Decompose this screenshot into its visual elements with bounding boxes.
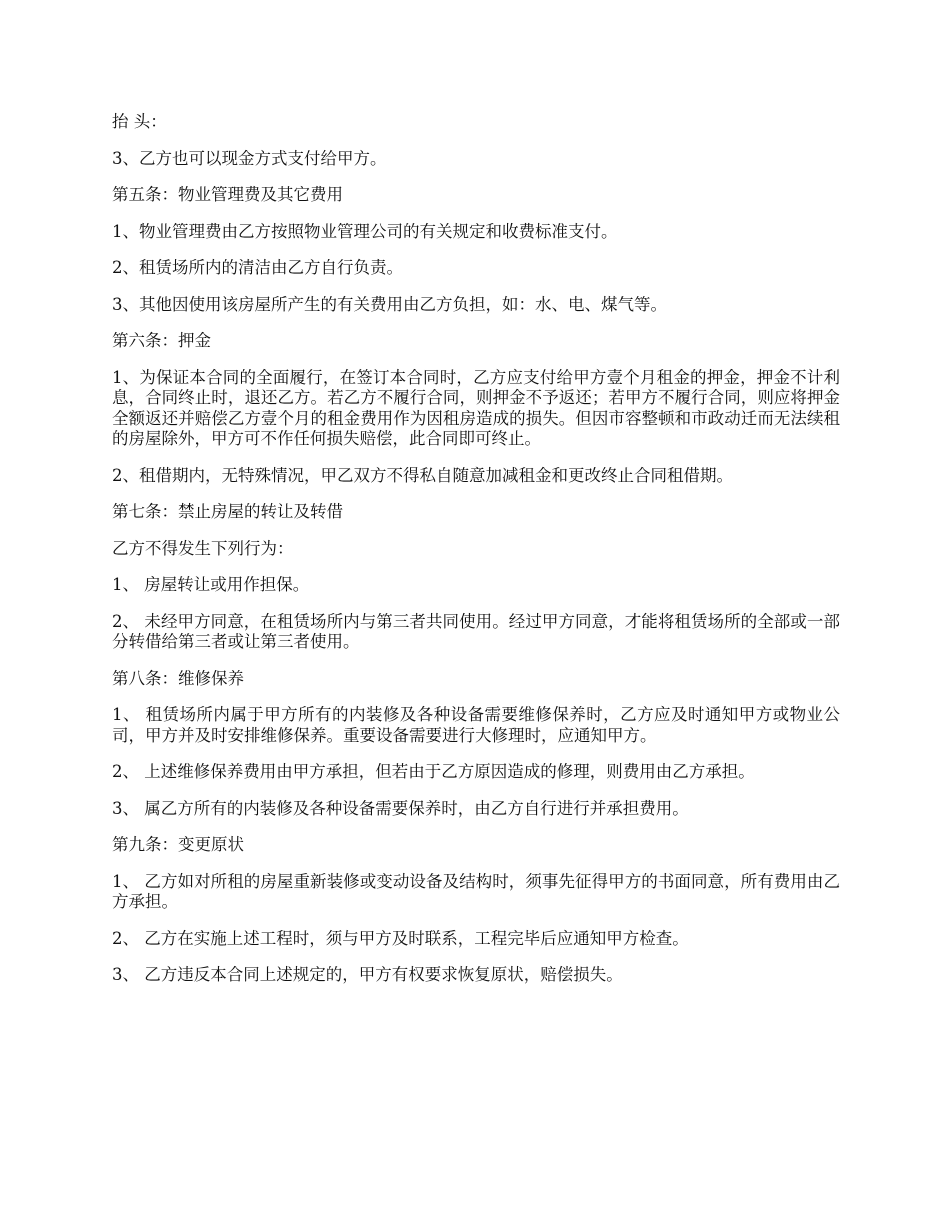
- paragraph: 1、 租赁场所内属于甲方所有的内装修及各种设备需要维修保养时，乙方应及时通知甲方或物业公司，甲方并及时安排维修保养。重要设备需要进行大修理时，应通知甲方。: [112, 705, 840, 745]
- paragraph: 1、 房屋转让或用作担保。: [112, 575, 310, 594]
- document-page: [112, 112, 840, 1002]
- paragraph: 2、租借期内，无特殊情况，甲乙双方不得私自随意加减租金和更改终止合同租借期。: [112, 465, 733, 485]
- section-heading: 第九条：变更原状: [112, 835, 244, 854]
- section-heading: 第六条：押金: [112, 331, 211, 350]
- section-heading: 第五条：物业管理费及其它费用: [112, 185, 343, 204]
- section-heading: 第八条：维修保养: [112, 668, 244, 688]
- section-heading: 第七条：禁止房屋的转让及转借: [112, 502, 343, 521]
- paragraph: 2、租赁场所内的清洁由乙方自行负责。: [112, 258, 403, 277]
- paragraph: 3、乙方也可以现金方式支付给甲方。: [112, 148, 387, 168]
- paragraph: 2、 上述维修保养费用由甲方承担，但若由于乙方原因造成的修理，则费用由乙方承担。: [112, 762, 755, 781]
- paragraph-header: 抬 头：: [112, 112, 167, 131]
- paragraph: 3、 属乙方所有的内装修及各种设备需要保养时，由乙方自行进行并承担费用。: [112, 798, 689, 818]
- paragraph: 乙方不得发生下列行为：: [112, 538, 294, 558]
- paragraph: 1、 乙方如对所租的房屋重新装修或变动设备及结构时，须事先征得甲方的书面同意，所有费用由乙方承担。: [112, 871, 840, 911]
- paragraph: 3、 乙方违反本合同上述规定的，甲方有权要求恢复原状，赔偿损失。: [112, 965, 623, 984]
- paragraph: 1、为保证本合同的全面履行，在签订本合同时，乙方应支付给甲方壹个月租金的押金，押金不计利息，合同终止时，退还乙方。若乙方不履行合同，则押金不予返还；若甲方不履行合同，则应将押金全额返还并赔偿乙方壹个月的租金费用作为因租房造成的损失。但因市容整顿和市政动迁而无法续租的房屋除外，甲方可不作任何损失赔偿，此合同即可终止。: [112, 367, 840, 448]
- paragraph: 3、其他因使用该房屋所产生的有关费用由乙方负担，如：水、电、煤气等。: [112, 294, 667, 314]
- paragraph: 2、 乙方在实施上述工程时，须与甲方及时联系，工程完毕后应通知甲方检查。: [112, 928, 689, 948]
- paragraph: 1、物业管理费由乙方按照物业管理公司的有关规定和收费标准支付。: [112, 221, 618, 241]
- paragraph: 2、 未经甲方同意，在租赁场所内与第三者共同使用。经过甲方同意，才能将租赁场所的全部或一部分转借给第三者或让第三者使用。: [112, 611, 840, 651]
